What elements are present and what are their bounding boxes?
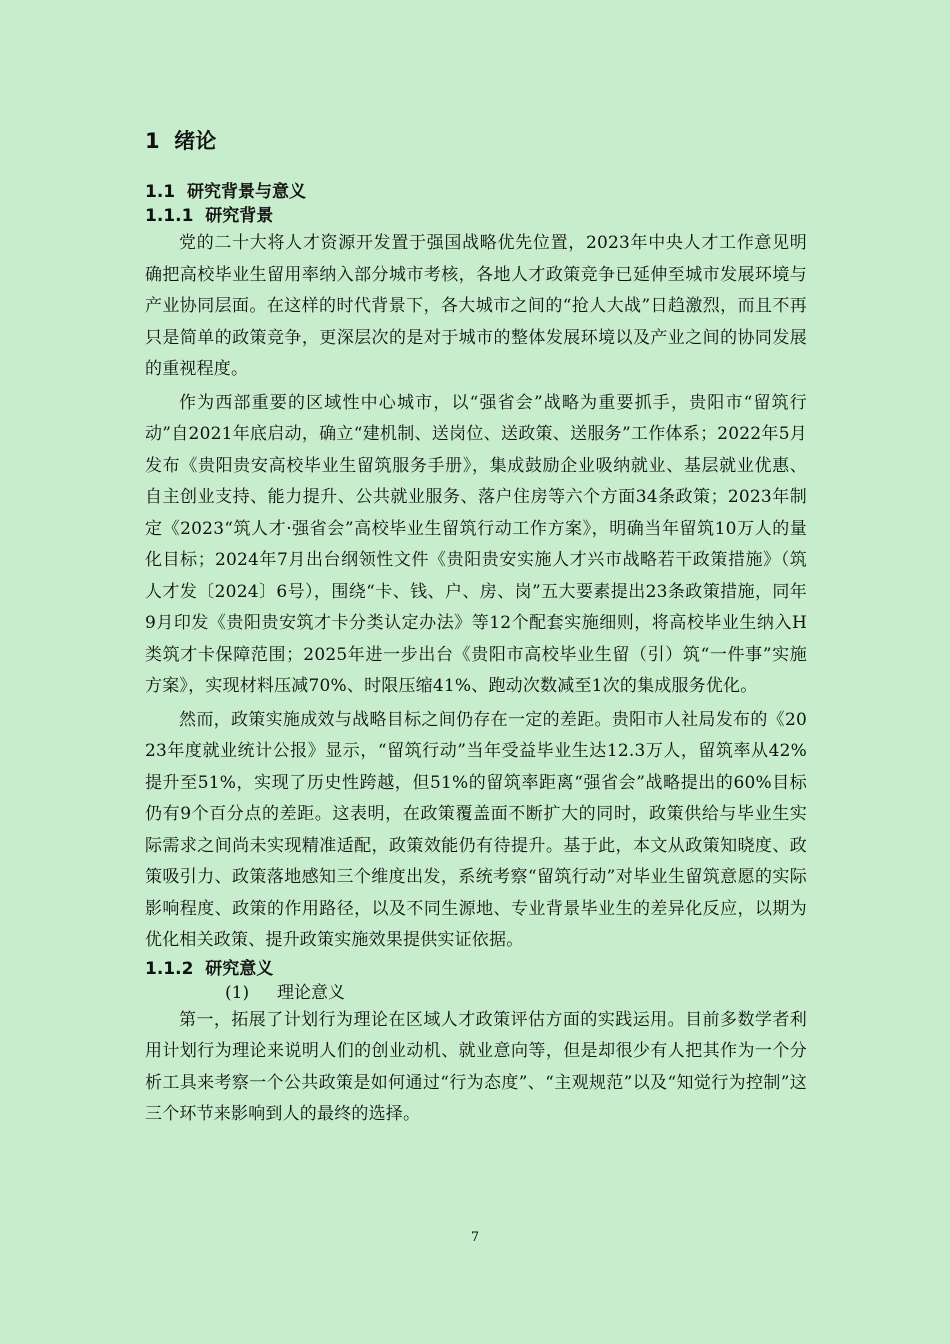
subsection-title: 研究意义 — [205, 958, 274, 979]
subsection-title: 研究背景 — [205, 206, 274, 226]
section-title: 研究背景与意义 — [186, 182, 306, 202]
section-heading-1-1-1 — [145, 204, 807, 228]
paragraph-significance-1: 第一，拓展了计划行为理论在区域人才政策评估方面的实践运用。目前多数学者利用计划行为理论来说明人们的创业动机、就业意向等，但是却很少有人把其作为一个分析工具来考察一个公共政策是如何通过“行为态度”、“主观规范”以及“知觉行为控制”这三个环节来影响到人的最终的选择。 — [145, 1009, 807, 1124]
page-number: 7 — [470, 1230, 480, 1245]
section-heading-1-1-2 — [145, 957, 807, 981]
list-number: (1) — [225, 982, 250, 1003]
paragraph-background-3: 然而，政策实施成效与战略目标之间仍存在一定的差距。贵阳市人社局发布的《2023年度就业统计公报》显示，“留筑行动”当年受益毕业生达12.3万人，留筑率从42%提升至51%，实现了历史性跨越，但51%的留筑率距离“强省会”战略提出的60%目标仍有9个百分点的差距。这表明，在政策覆盖面不断扩大的同时，政策供给与毕业生实际需求之间尚未实现精准适配，政策效能仍有待提升。基于此，本文从政策知晓度、政策吸引力、政策落地感知三个维度出发，系统考察“留筑行动”对毕业生留筑意愿的实际影响程度、政策的作用路径，以及不同生源地、专业背景毕业生的差异化反应，以期为优化相关政策、提升政策实施效果提供实证依据。 — [145, 709, 807, 950]
chapter-title-text: 绪论 — [174, 129, 217, 153]
paragraph-background-1: 党的二十大将人才资源开发置于强国战略优先位置，2023年中央人才工作意见明确把高校毕业生留用率纳入部分城市考核，各地人才政策竞争已延伸至城市发展环境与产业协同层面。在这样的时代背景下，各大城市之间的“抢人大战”日趋激烈，而且不再只是简单的政策竞争，更深层次的是对于城市的整体发展环境以及产业之间的协同发展的重视程度。 — [145, 233, 807, 379]
list-label-theory — [145, 981, 807, 1005]
paragraph-background-2: 作为西部重要的区域性中心城市，以“强省会”战略为重要抓手，贵阳市“留筑行动”自2021年底启动，确立“建机制、送岗位、送政策、送服务”工作体系；2022年5月发布《贵阳贵安高校毕业生留筑服务手册》，集成鼓励企业吸纳就业、基层就业优惠、自主创业支持、能力提升、公共就业服务、落户住房等六个方面34条政策；2023年制定《2023“筑人才·强省会”高校毕业生留筑行动工作方案》，明确当年留筑10万人的量化目标；2024年7月出台纲领性文件《贵阳贵安实施人才兴市战略若干政策措施》（筑人才发〔2024〕6号），围绕“卡、钱、户、房、岗”五大要素提出23条政策措施，同年9月印发《贵阳贵安筑才卡分类认定办法》等12个配套实施细则，将高校毕业生纳入H类筑才卡保障范围；2025年进一步出台《贵阳市高校毕业生留（引）筑“一件事”实施方案》，实现材料压减70%、时限压缩41%、跑动次数减至1次的集成服务优化。 — [145, 392, 807, 696]
subsection-number: 1.1.2 — [145, 958, 194, 979]
chapter-title — [145, 126, 216, 156]
section-heading-1-1 — [145, 180, 807, 204]
section-number: 1.1 — [145, 182, 176, 202]
body-flow — [145, 180, 807, 1131]
list-text: 理论意义 — [277, 982, 345, 1003]
subsection-number: 1.1.1 — [145, 206, 194, 226]
chapter-number: 1 — [145, 129, 160, 153]
